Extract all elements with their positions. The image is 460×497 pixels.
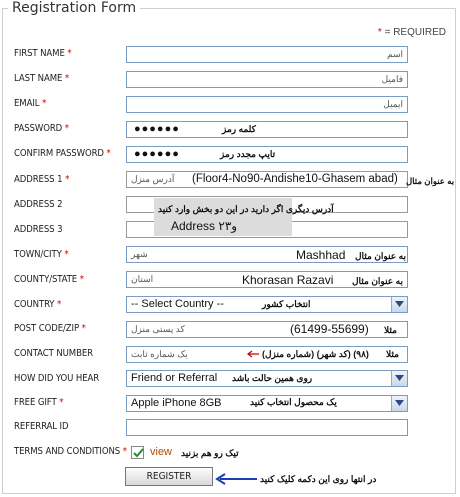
checkmark-icon	[132, 447, 145, 460]
address23-example: Address ۲و۳	[171, 219, 238, 233]
postcode-note: مثلا	[384, 325, 397, 335]
required-note: * = REQUIRED	[377, 27, 446, 38]
contact-example: (۹۸) (کد شهر) (شماره منزل)	[262, 349, 369, 359]
label-first-name: FIRST NAME *	[14, 48, 72, 59]
terms-view-link[interactable]: view	[150, 446, 173, 458]
last-name-placeholder: فامیل	[381, 74, 403, 84]
label-county: COUNTY/STATE *	[14, 274, 84, 285]
last-name-input[interactable]	[126, 71, 408, 88]
label-address1: ADDRESS 1 *	[14, 174, 70, 185]
register-button[interactable]: REGISTER	[125, 467, 213, 486]
contact-placeholder: یک شماره ثابت	[131, 349, 188, 359]
email-input[interactable]	[126, 96, 408, 113]
country-selected: -- Select Country --	[131, 298, 224, 310]
label-referral: REFERRAL ID	[14, 421, 69, 432]
postcode-placeholder: کد پستی منزل	[131, 324, 185, 334]
gift-selected: Apple iPhone 8GB	[131, 397, 222, 409]
chevron-down-icon[interactable]	[391, 371, 407, 386]
label-last-name: LAST NAME *	[14, 73, 70, 84]
town-note: به عنوان مثال	[355, 251, 406, 261]
terms-checkbox[interactable]	[131, 446, 144, 459]
label-country: COUNTRY *	[14, 299, 62, 310]
county-example: Khorasan Razavi	[242, 273, 334, 287]
password-mask: ●●●●●●	[134, 123, 180, 135]
register-note: در انتها روی این دکمه کلیک کنید	[260, 474, 377, 484]
label-contact: CONTACT NUMBER	[14, 348, 93, 359]
label-address2: ADDRESS 2	[14, 199, 63, 210]
label-password: PASSWORD *	[14, 123, 69, 134]
label-hear: HOW DID YOU HEAR	[14, 373, 100, 384]
postcode-example: (61499-55699)	[290, 322, 369, 336]
contact-note: مثلا	[386, 349, 399, 359]
chevron-down-icon[interactable]	[391, 396, 407, 411]
address1-placeholder: آدرس منزل	[131, 174, 175, 184]
label-town: TOWN/CITY *	[14, 249, 69, 260]
country-note: انتخاب کشور	[262, 299, 311, 309]
label-address3: ADDRESS 3	[14, 224, 63, 235]
password-input[interactable]	[126, 121, 408, 138]
county-note: به عنوان مثال	[352, 276, 403, 286]
arrow-left-icon	[215, 472, 257, 486]
confirm-password-note: تایپ مجدد رمز	[220, 149, 276, 159]
terms-note: تیک رو هم بزنید	[181, 448, 239, 458]
address1-note: به عنوان مثال	[406, 176, 455, 186]
form-title: Registration Form	[8, 0, 140, 16]
hear-note: روی همین حالت باشد	[232, 373, 313, 383]
referral-input[interactable]	[126, 419, 408, 436]
label-terms: TERMS AND CONDITIONS *	[14, 446, 127, 457]
chevron-down-icon[interactable]	[391, 297, 407, 312]
label-confirm-password: CONFIRM PASSWORD *	[14, 148, 111, 159]
password-note: کلمه رمز	[222, 124, 256, 134]
gift-note: یک محصول انتخاب کنید	[250, 397, 337, 407]
arrow-left-icon	[247, 350, 259, 358]
label-email: EMAIL *	[14, 98, 47, 109]
first-name-input[interactable]	[126, 46, 408, 63]
first-name-placeholder: اسم	[386, 49, 403, 59]
email-placeholder: ایمیل	[383, 99, 403, 109]
confirm-password-mask: ●●●●●●	[134, 148, 180, 160]
county-placeholder: استان	[131, 274, 154, 284]
address1-example: (Floor4-No90-Andishe10-Ghasem abad)	[192, 173, 398, 185]
label-postcode: POST CODE/ZIP *	[14, 323, 86, 334]
town-placeholder: شهر	[131, 249, 148, 259]
address23-note: آدرس دیگری اگر دارید در این دو بخش وارد کنید	[158, 204, 334, 214]
label-gift: FREE GIFT *	[14, 397, 64, 408]
hear-selected: Friend or Referral	[131, 372, 218, 384]
town-example: Mashhad	[296, 248, 346, 262]
